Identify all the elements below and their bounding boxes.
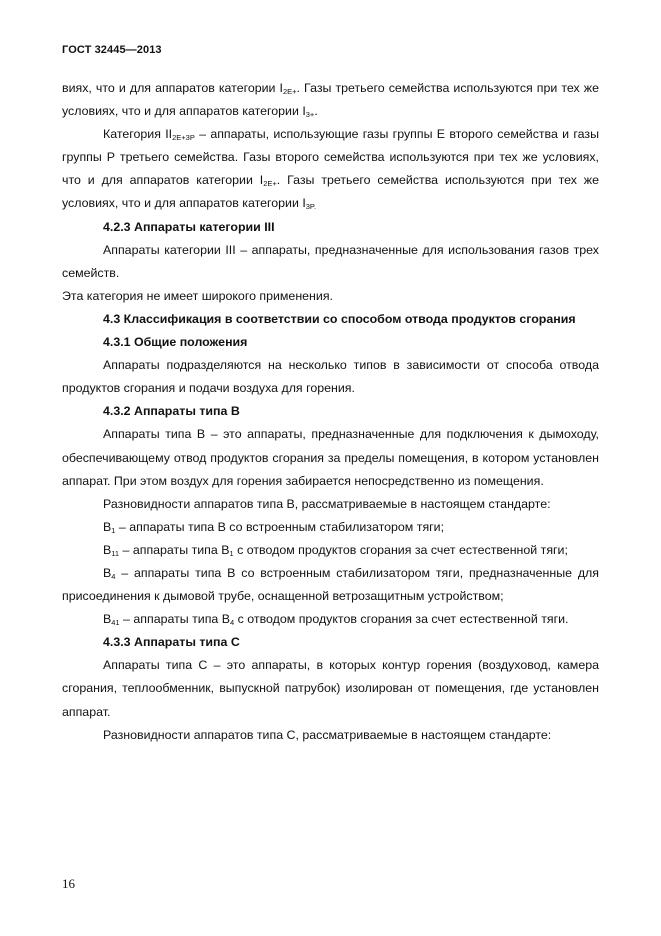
text-run: Аппараты типа С – это аппараты, в которых контур горения (воздуховод, камера сгорания, теплообменник, выпускной патрубок) изолирован от помещения, где установлен аппарат. xyxy=(62,658,599,719)
text-run: . Газы третьего семейства используются при тех же условиях, что и для аппаратов категории I xyxy=(62,81,599,119)
body-paragraph xyxy=(62,539,599,562)
text-run: 4.2.3 Аппараты категории III xyxy=(103,219,275,234)
subscript-run: 3P. xyxy=(305,202,317,212)
text-run: – аппараты типа В со встроенным стабилизатором тяги; xyxy=(115,519,445,534)
text-run: В xyxy=(103,612,112,627)
text-run: – аппараты типа В со встроенным стабилизатором тяги, предназначенные для присоединения к дымовой трубе, оснащенной ветрозащитным устройством; xyxy=(62,565,599,604)
text-run: В xyxy=(103,542,112,557)
body-paragraph xyxy=(62,77,599,123)
body-paragraph xyxy=(62,516,599,539)
subscript-run: 41 xyxy=(111,618,120,628)
subscript-run: 2E+ xyxy=(282,87,297,96)
text-run: Разновидности аппаратов типа В, рассматриваемые в настоящем стандарте: xyxy=(103,496,551,511)
body-paragraph xyxy=(62,354,599,400)
subscript-run: 2E+ xyxy=(263,179,277,189)
section-heading xyxy=(62,331,599,354)
text-run: . Газы третьего семейства используются при тех же условиях, что и для аппаратов категории I xyxy=(62,173,599,211)
body-paragraph xyxy=(62,493,599,516)
text-run: Аппараты типа В – это аппараты, предназначенные для подключения к дымоходу, обеспечивающему отвод продуктов сгорания за пределы помещения, в котором установлен аппарат. При этом воздух для горения забирается непосредственно из помещения. xyxy=(62,427,599,488)
text-run: Категория II xyxy=(103,127,173,142)
subscript-run: 1 xyxy=(111,525,116,535)
text-run: виях, что и для аппаратов категории I xyxy=(62,81,283,95)
body-paragraph xyxy=(62,285,599,308)
subscript-run: 4 xyxy=(230,618,235,628)
subscript-run: 3+ xyxy=(305,110,315,120)
subscript-run: 4 xyxy=(111,571,116,581)
subscript-run: 2E+3P xyxy=(172,133,195,143)
subscript-run: 1 xyxy=(229,548,234,558)
text-run: 4.3 Классификация в соответствии со способом отвода продуктов сгорания xyxy=(103,311,576,326)
text-run: В xyxy=(103,565,112,580)
section-heading xyxy=(62,400,599,423)
text-run: – аппараты типа В xyxy=(119,612,231,627)
text-run: с отводом продуктов сгорания за счет естественной тяги; xyxy=(233,542,568,557)
document-body xyxy=(62,77,599,747)
text-run: Аппараты категории III – аппараты, предназначенные для использования газов трех семейств. xyxy=(62,242,599,280)
text-run: Разновидности аппаратов типа С, рассматриваемые в настоящем стандарте: xyxy=(103,727,552,742)
text-run: Эта категория не имеет широкого применения. xyxy=(62,288,333,303)
body-paragraph xyxy=(62,654,599,723)
subscript-run: 11 xyxy=(111,548,120,558)
section-heading xyxy=(62,631,599,654)
text-run: с отводом продуктов сгорания за счет естественной тяги. xyxy=(234,612,569,627)
text-run: Аппараты подразделяются на несколько типов в зависимости от способа отвода продуктов сгорания и подачи воздуха для горения. xyxy=(62,358,599,396)
body-paragraph xyxy=(62,239,599,285)
text-run: – аппараты, использующие газы группы Е второго семейства и газы группы Р третьего семейства. Газы второго семейства используются при тех же условиях, что и для аппаратов категории I xyxy=(62,127,599,188)
page-number: 16 xyxy=(62,876,75,891)
body-paragraph xyxy=(62,608,599,631)
text-run: . xyxy=(314,104,318,119)
section-heading xyxy=(62,216,599,239)
text-run: – аппараты типа В xyxy=(119,542,230,557)
text-run: 4.3.2 Аппараты типа В xyxy=(103,404,240,419)
text-run: В xyxy=(103,519,112,534)
body-paragraph xyxy=(62,423,599,492)
body-paragraph xyxy=(62,724,599,747)
section-heading xyxy=(62,308,599,331)
document-header: ГОСТ 32445—2013 xyxy=(62,44,162,56)
text-run: 4.3.1 Общие положения xyxy=(103,335,248,350)
text-run: 4.3.3 Аппараты типа С xyxy=(103,635,240,650)
body-paragraph xyxy=(62,562,599,608)
body-paragraph xyxy=(62,123,599,215)
